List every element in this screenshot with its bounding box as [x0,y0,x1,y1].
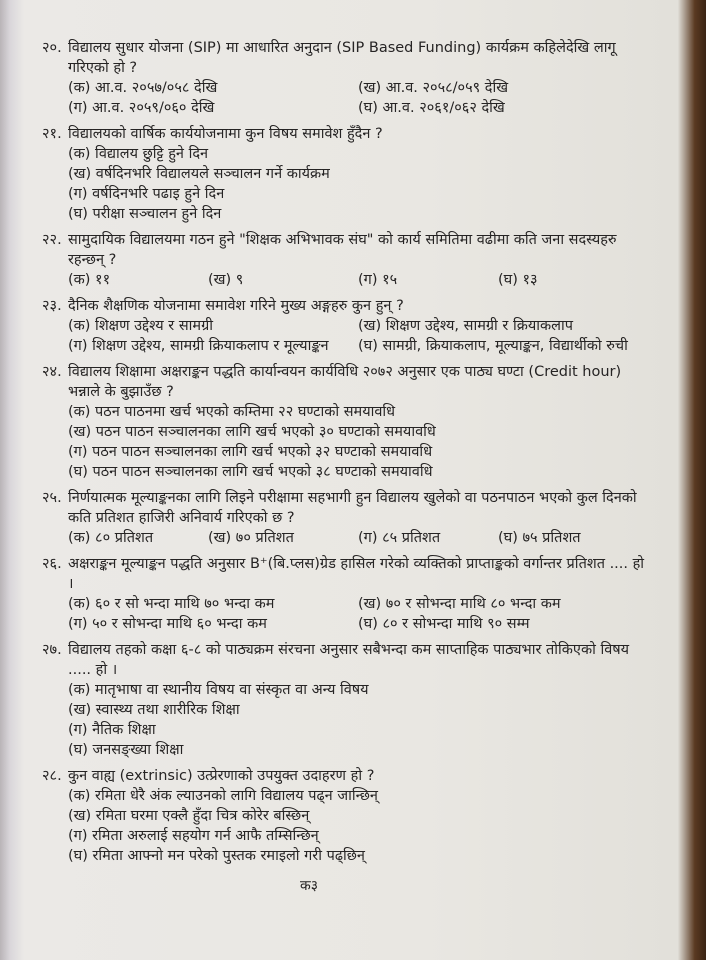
question-number: २८. [42,768,62,784]
option: (ग) शिक्षण उद्देश्य, सामग्री क्रियाकलाप र मूल्याङ्कन [68,338,329,354]
option: (ग) रमिता अरुलाई सहयोग गर्न आफै तम्सिन्छिन् [68,828,319,844]
question-text: निर्णयात्मक मूल्याङ्कनका लागि लिइने परीक्षामा सहभागी हुन विद्यालय खुलेको वा पठनपाठन भएको कुल दिनको कति प्रतिशत हाजिरी अनिवार्य गरिएको छ ? [68,490,637,526]
option: (ख) शिक्षण उद्देश्य, सामग्री र क्रियाकलाप [358,318,573,334]
option: (ग) आ.व. २०५९/०६० देखि [68,100,215,116]
option: (क) पठन पाठनमा खर्च भएको कम्तिमा २२ घण्टाको समयावधि [68,404,396,420]
page-number: क३ [300,878,319,894]
question-number: २६. [42,556,62,572]
question-number: २१. [42,126,62,142]
option: (घ) ८० र सोभन्दा माथि ९० सम्म [358,616,530,632]
option: (घ) आ.व. २०६१/०६२ देखि [358,100,505,116]
option: (ख) ७० प्रतिशत [208,530,294,546]
options [68,786,648,866]
question-text: विद्यालय सुधार योजना (SIP) मा आधारित अनुदान (SIP Based Funding) कार्यक्रम कहिलेदेखि लागू गरिएको हो ? [68,40,616,76]
option: (ख) स्वास्थ्य तथा शारीरिक शिक्षा [68,702,240,718]
question-text: कुन वाह्य (extrinsic) उत्प्रेरणाको उपयुक्त उदाहरण हो ? [68,768,375,784]
option: (क) ६० र सो भन्दा माथि ७० भन्दा कम [68,596,275,612]
option: (क) ८० प्रतिशत [68,530,154,546]
question-text: अक्षराङ्कन मूल्याङ्कन पद्धति अनुसार B⁺(बि.प्लस)ग्रेड हासिल गरेको व्यक्तिको प्राप्ताङ्कको वर्गान्तर प्रतिशत .... हो । [68,556,645,592]
options [68,78,648,118]
option: (क) शिक्षण उद्देश्य र सामग्री [68,318,214,334]
options [68,144,648,224]
question-25 [42,488,648,548]
options [68,402,648,482]
options [68,316,648,356]
option: (घ) सामग्री, क्रियाकलाप, मूल्याङ्कन, विद्यार्थीको रुची [358,338,628,354]
question-text: विद्यालय तहको कक्षा ६-८ को पाठ्यक्रम संरचना अनुसार सबैभन्दा कम साप्ताहिक पाठ्यभार तोकिएको विषय ..... हो । [68,642,630,678]
option: (क) विद्यालय छुट्टि हुने दिन [68,146,209,162]
options [68,528,648,548]
question-number: २२. [42,232,62,248]
options [68,270,648,290]
question-text: सामुदायिक विद्यालयमा गठन हुने "शिक्षक अभिभावक संघ" को कार्य समितिमा वढीमा कति जना सदस्यहरु रहन्छन् ? [68,232,617,268]
question-20 [42,38,648,118]
question-21 [42,124,648,224]
options [68,680,648,760]
question-number: २४. [42,364,62,380]
question-text: दैनिक शैक्षणिक योजनामा समावेश गरिने मुख्य अङ्गहरु कुन हुन् ? [68,298,404,314]
option: (क) रमिता धेरै अंक ल्याउनको लागि विद्यालय पढ्न जान्छिन् [68,788,378,804]
question-27 [42,640,648,760]
option: (ख) वर्षदिनभरि विद्यालयले सञ्चालन गर्ने कार्यक्रम [68,166,330,182]
exam-page [42,38,648,872]
question-number: २७. [42,642,62,658]
question-28 [42,766,648,866]
question-number: २३. [42,298,62,314]
options [68,594,648,634]
option: (ख) रमिता घरमा एक्लै हुँदा चित्र कोरेर बस्छिन् [68,808,310,824]
option: (ग) १५ [358,272,398,288]
question-text: विद्यालयको वार्षिक कार्ययोजनामा कुन विषय समावेश हुँदैन ? [68,126,383,142]
option: (घ) पठन पाठन सञ्चालनका लागि खर्च भएको ३८ घण्टाको समयावधि [68,464,433,480]
option: (ग) नैतिक शिक्षा [68,722,156,738]
option: (ग) वर्षदिनभरि पढाइ हुने दिन [68,186,225,202]
option: (घ) रमिता आफ्नो मन परेको पुस्तक रमाइलो गरी पढ्छिन् [68,848,365,864]
option: (ग) ५० र सोभन्दा माथि ६० भन्दा कम [68,616,267,632]
question-24 [42,362,648,482]
option: (घ) जनसङ्ख्या शिक्षा [68,742,184,758]
option: (क) मातृभाषा वा स्थानीय विषय वा संस्कृत वा अन्य विषय [68,682,369,698]
question-23 [42,296,648,356]
option: (ख) ७० र सोभन्दा माथि ८० भन्दा कम [358,596,561,612]
option: (घ) १३ [498,272,538,288]
question-22 [42,230,648,290]
option: (ख) ९ [208,272,244,288]
option: (ग) पठन पाठन सञ्चालनका लागि खर्च भएको ३२ घण्टाको समयावधि [68,444,433,460]
question-text: विद्यालय शिक्षामा अक्षराङ्कन पद्धति कार्यान्वयन कार्यविधि २०७२ अनुसार एक पाठ्य घण्टा (Credit hour) भन्नाले के बुझाउँछ ? [68,364,622,400]
option: (क) आ.व. २०५७/०५८ देखि [68,80,218,96]
question-26 [42,554,648,634]
option: (ग) ८५ प्रतिशत [358,530,441,546]
option: (ख) पठन पाठन सञ्चालनका लागि खर्च भएको ३० घण्टाको समयावधि [68,424,436,440]
option: (घ) ७५ प्रतिशत [498,530,581,546]
option: (ख) आ.व. २०५८/०५९ देखि [358,80,509,96]
option: (घ) परीक्षा सञ्चालन हुने दिन [68,206,222,222]
option: (क) ११ [68,272,111,288]
question-number: २५. [42,490,62,506]
question-number: २०. [42,40,62,56]
